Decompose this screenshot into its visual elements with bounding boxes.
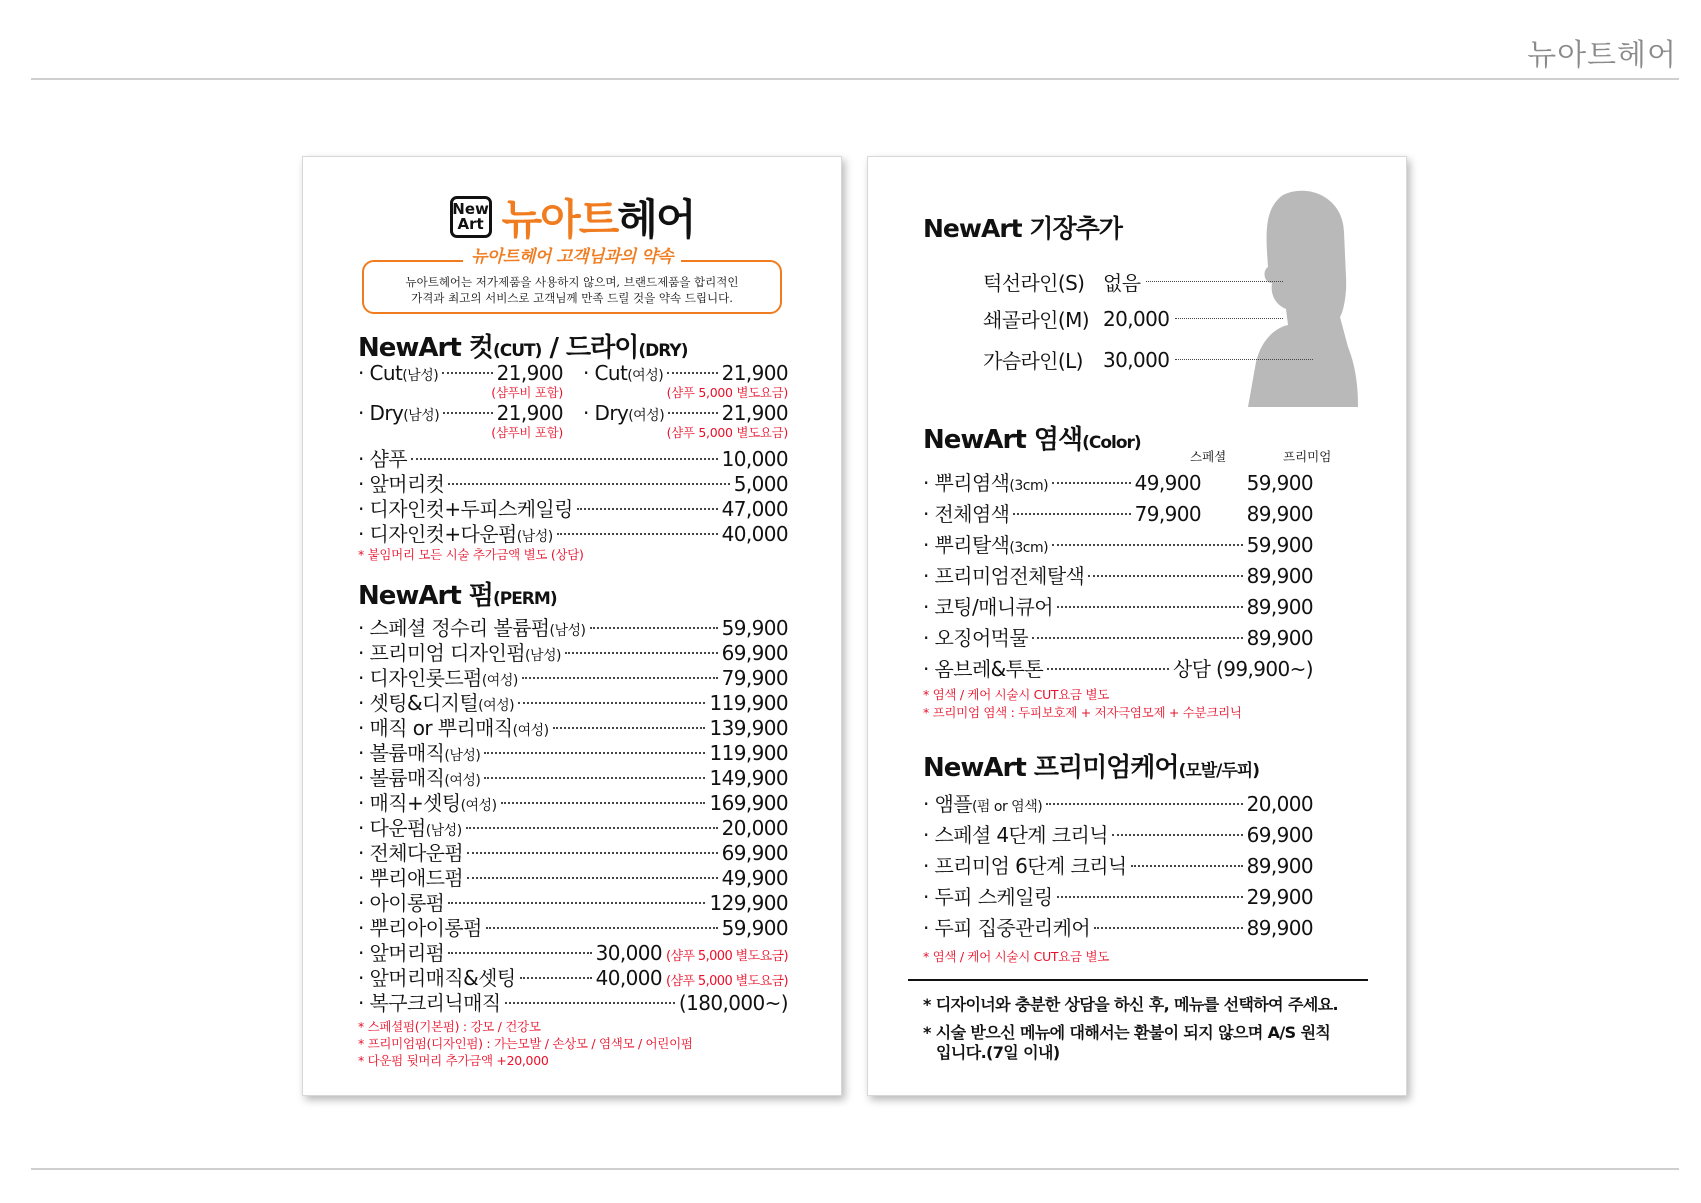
list-item: · 두피 스케일링 29,900 xyxy=(923,885,1313,909)
logo-text xyxy=(502,187,695,247)
dry-male-note: (샴푸비 포함) xyxy=(491,425,563,440)
dry-female-note: (샴푸 5,000 별도요금) xyxy=(666,425,788,440)
length-row: 턱선라인(S) 없음 xyxy=(983,267,1283,296)
dry-male-price: 21,900 xyxy=(496,401,563,425)
list-item: · 매직 or 뿌리매직(여성) 139,900 xyxy=(358,716,788,740)
dry-female-label: · Dry(여성) xyxy=(583,401,665,425)
cut-female-note: (샴푸 5,000 별도요금) xyxy=(666,385,788,400)
leader-line xyxy=(1146,281,1283,282)
promise-line2: 가격과 최고의 서비스로 고객님께 만족 드릴 것을 약속 드립니다. xyxy=(411,291,733,305)
cut-male-note: (샴푸비 포함) xyxy=(491,385,563,400)
cut-female-price: 21,900 xyxy=(721,361,788,385)
top-divider xyxy=(31,78,1679,80)
care-note: * 염색 / 케어 시술시 CUT요금 별도 xyxy=(923,949,1110,964)
list-item: · 두피 집중관리케어 89,900 xyxy=(923,916,1313,940)
leader-dots xyxy=(411,458,718,460)
col-head-premium: 프리미엄 xyxy=(1283,449,1332,464)
leader-dots xyxy=(667,372,717,374)
list-item: · 프리미엄 디자인펌(남성) 69,900 xyxy=(358,641,788,665)
list-item: · 오징어먹물 89,900 xyxy=(923,626,1313,650)
cut-male-label: · Cut(남성) xyxy=(358,361,439,385)
leader-dots xyxy=(442,372,492,374)
dry-female-row xyxy=(583,401,788,425)
list-item: · 복구크리닉매직 (180,000~) xyxy=(358,991,788,1015)
cut-section-title xyxy=(358,327,687,364)
brand-title: 뉴아트헤어 xyxy=(1527,38,1677,73)
promise-title: 뉴아트헤어 고객님과의 약속 xyxy=(463,249,681,265)
leader-dots xyxy=(577,508,718,510)
list-item: · 앰플(펌 or 염색) 20,000 xyxy=(923,792,1313,816)
list-item: · 코팅/매니큐어 89,900 xyxy=(923,595,1313,619)
length-row: 가슴라인(L) 30,000 xyxy=(983,345,1313,374)
list-item: · 매직+셋팅(여성) 169,900 xyxy=(358,791,788,815)
list-item: · 스페셜 정수리 볼륨펌(남성) 59,900 xyxy=(358,616,788,640)
list-item: · 뿌리아이롱펌 59,900 xyxy=(358,916,788,940)
leader-dots xyxy=(448,483,729,485)
leader-line xyxy=(1175,359,1313,360)
logo xyxy=(303,187,841,247)
list-item: · 뿌리탈색(3cm) 59,900 xyxy=(923,533,1313,557)
perm-note-3: * 다운펌 뒷머리 추가금액 +20,000 xyxy=(358,1053,549,1068)
leader-dots xyxy=(557,533,718,535)
color-note-2: * 프리미엄 염색 : 두피보호제 + 저자극염모제 + 수분크리닉 xyxy=(923,705,1242,720)
cut-title-b-small: (DRY) xyxy=(638,341,688,361)
bottom-note-1: * 디자이너와 충분한 상담을 하신 후, 메뉴를 선택하여 주세요. xyxy=(923,995,1339,1014)
bottom-divider xyxy=(31,1168,1679,1170)
list-item: · 샴푸 10,000 xyxy=(358,447,788,471)
care-section-title: NewArt 프리미엄케어(모발/두피) xyxy=(923,753,1259,783)
woman-silhouette-icon xyxy=(1248,187,1358,407)
list-item: · 스페셜 4단계 크리닉 69,900 xyxy=(923,823,1313,847)
logo-badge-icon xyxy=(450,196,492,238)
cut-title-b: 드라이 xyxy=(566,333,639,363)
list-item: · 셋팅&디지털(여성) 119,900 xyxy=(358,691,788,715)
color-note-1: * 염색 / 케어 시술시 CUT요금 별도 xyxy=(923,687,1110,702)
list-item: · 볼륨매직(여성) 149,900 xyxy=(358,766,788,790)
leader-dots xyxy=(443,412,492,414)
logo-name-orange: 뉴아트 xyxy=(501,195,618,244)
perm-note-2: * 프리미엄펌(디자인펌) : 가는모발 / 손상모 / 염색모 / 어린이펌 xyxy=(358,1036,693,1051)
list-item: · 볼륨매직(남성) 119,900 xyxy=(358,741,788,765)
menu-card-right xyxy=(867,156,1407,1096)
length-row: 쇄골라인(M) 20,000 xyxy=(983,304,1283,333)
list-item: · 디자인롯드펌(여성) 79,900 xyxy=(358,666,788,690)
list-item: · 전체다운펌 69,900 xyxy=(358,841,788,865)
leader-dots xyxy=(668,412,717,414)
list-item: · 앞머리매직&셋팅 40,000 (샴푸 5,000 별도요금) xyxy=(358,966,788,990)
bottom-note-2: * 시술 받으신 메뉴에 대해서는 환불이 되지 않으며 A/S 원칙 xyxy=(923,1023,1331,1042)
cut-title-a: NewArt 컷 xyxy=(358,333,493,363)
cut-title-sep: / xyxy=(541,333,566,363)
promise-box xyxy=(362,247,782,314)
cut-male-row xyxy=(358,361,563,385)
list-item: · 프리미엄전체탈색 89,900 xyxy=(923,564,1313,588)
length-section-title: NewArt 기장추가 xyxy=(923,214,1122,243)
list-item: · 앞머리컷 5,000 xyxy=(358,472,788,496)
cut-female-row xyxy=(583,361,788,385)
list-item: · 다운펌(남성) 20,000 xyxy=(358,816,788,840)
cut-female-label: · Cut(여성) xyxy=(583,361,664,385)
list-item: · 디자인컷+다운펌(남성) 40,000 xyxy=(358,522,788,546)
perm-note-1: * 스페셜펌(기본펌) : 강모 / 건강모 xyxy=(358,1019,541,1034)
logo-badge-line2: Art xyxy=(457,215,484,233)
logo-badge-line1: New xyxy=(452,200,489,218)
cut-section-note: * 붙임머리 모든 시술 추가금액 별도 (상담) xyxy=(358,547,584,562)
promise-line1: 뉴아트헤어는 저가제품을 사용하지 않으며, 브랜드제품을 합리적인 xyxy=(405,275,739,289)
col-head-special: 스페셜 xyxy=(1190,449,1227,464)
list-item: · 앞머리펌 30,000 (샴푸 5,000 별도요금) xyxy=(358,941,788,965)
cut-title-a-small: (CUT) xyxy=(492,341,542,361)
section-divider xyxy=(908,979,1368,981)
list-item: · 디자인컷+두피스케일링 47,000 xyxy=(358,497,788,521)
perm-section-title: NewArt 펌(PERM) xyxy=(358,581,557,611)
list-item: · 뿌리애드펌 49,900 xyxy=(358,866,788,890)
list-item: · 전체염색 79,900 89,900 xyxy=(923,502,1313,526)
menu-card-left xyxy=(302,156,842,1096)
bottom-note-3: 입니다.(7일 이내) xyxy=(936,1043,1060,1062)
list-item: · 뿌리염색(3cm) 49,900 59,900 xyxy=(923,471,1313,495)
logo-name-black: 헤어 xyxy=(617,195,695,244)
dry-male-label: · Dry(남성) xyxy=(358,401,440,425)
list-item: · 프리미엄 6단계 크리닉 89,900 xyxy=(923,854,1313,878)
list-item: · 옴브레&투톤 상담 (99,900~) xyxy=(923,657,1313,681)
leader-line xyxy=(1175,318,1283,319)
dry-male-row xyxy=(358,401,563,425)
color-section-title: NewArt 염색(Color) xyxy=(923,425,1141,455)
cut-male-price: 21,900 xyxy=(496,361,563,385)
list-item: · 아이롱펌 129,900 xyxy=(358,891,788,915)
dry-female-price: 21,900 xyxy=(721,401,788,425)
